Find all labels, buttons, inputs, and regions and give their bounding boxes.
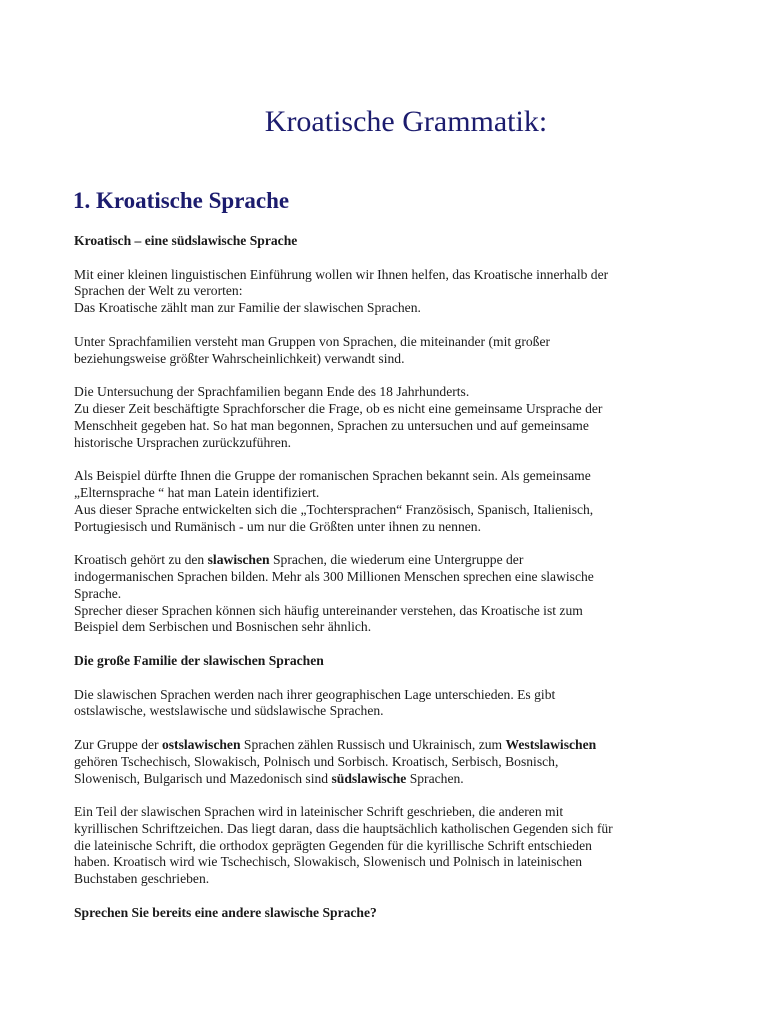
text-line: Menschheit gegeben hat. So hat man begonnen, Sprachen zu untersuchen und auf gemeinsame <box>74 417 589 433</box>
subheading-suedslawisch: Kroatisch – eine südslawische Sprache <box>74 233 298 248</box>
text-line: Zu dieser Zeit beschäftigte Sprachforscher die Frage, ob es nicht eine gemeinsame Ursprache der <box>74 400 603 416</box>
text-line: ostslawische, westslawische und südslawische Sprachen. <box>74 703 384 719</box>
text-line: historische Ursprachen zurückzuführen. <box>74 434 292 450</box>
paragraph-sprachfamilien <box>74 334 704 368</box>
text-line: indogermanischen Sprachen bilden. Mehr als 300 Millionen Menschen sprechen eine slawische <box>74 568 594 584</box>
text-line: Mit einer kleinen linguistischen Einführung wollen wir Ihnen helfen, das Kroatische innerhalb der <box>74 266 609 282</box>
text-line: Sprecher dieser Sprachen können sich häufig untereinander verstehen, das Kroatische ist zum <box>74 602 583 618</box>
bold-term: slawischen <box>207 552 270 568</box>
subheading-familie: Die große Familie der slawischen Sprachen <box>74 652 324 668</box>
text-line: Buchstaben geschrieben. <box>74 871 210 887</box>
text-line: Sprachen der Welt zu verorten: <box>74 283 243 299</box>
text-line: Portugiesisch und Rumänisch - um nur die Größten unter ihnen zu nennen. <box>74 518 481 534</box>
text-line: Das Kroatische zählt man zur Familie der slawischen Sprachen. <box>74 300 421 316</box>
text-fragment: Slowenisch, Bulgarisch und Mazedonisch sind <box>74 770 332 786</box>
text-line: beziehungsweise größter Wahrscheinlichkeit) verwandt sind. <box>74 350 405 366</box>
text-line: die lateinische Schrift, die orthodox geprägten Gegenden für die kyrillische Schrift entschieden <box>74 837 592 853</box>
document-body <box>74 233 704 938</box>
text-line: „Elternsprache “ hat man Latein identifiziert. <box>74 484 320 500</box>
text-fragment: Sprachen zählen Russisch und Ukrainisch, zum <box>240 736 506 752</box>
text-line: Unter Sprachfamilien versteht man Gruppen von Sprachen, die miteinander (mit großer <box>74 333 551 349</box>
subheading-frage: Sprechen Sie bereits eine andere slawische Sprache? <box>74 904 377 920</box>
paragraph-slawisch <box>74 552 704 636</box>
paragraph-untersuchung <box>74 384 704 451</box>
text-line: Als Beispiel dürfte Ihnen die Gruppe der romanischen Sprachen bekannt sein. Als gemeinsame <box>74 468 591 484</box>
text-line: Beispiel dem Serbischen und Bosnischen sehr ähnlich. <box>74 619 372 635</box>
document-title: Kroatische Grammatik: <box>264 105 548 138</box>
text-fragment: Zur Gruppe der <box>74 736 162 752</box>
text-fragment: Kroatisch gehört zu den <box>74 552 208 568</box>
text-line: Die slawischen Sprachen werden nach ihrer geographischen Lage unterschieden. Es gibt <box>74 686 556 702</box>
bold-term: ostslawischen <box>161 736 241 752</box>
text-line: haben. Kroatisch wird wie Tschechisch, Slowakisch, Slowenisch und Polnisch in lateinischen <box>74 854 583 870</box>
bold-term: südslawische <box>331 770 407 786</box>
paragraph-intro <box>74 267 704 317</box>
text-line: Die Untersuchung der Sprachfamilien begann Ende des 18 Jahrhunderts. <box>74 384 470 400</box>
paragraph-gruppen <box>74 737 704 787</box>
paragraph-geographie <box>74 687 704 721</box>
paragraph-schrift <box>74 804 704 888</box>
text-line: Aus dieser Sprache entwickelten sich die „Tochtersprachen“ Französisch, Spanisch, Italienisch, <box>74 501 594 517</box>
text-line: Sprache. <box>74 585 122 601</box>
text-line: gehören Tschechisch, Slowakisch, Polnisch und Sorbisch. Kroatisch, Serbisch, Bosnisch, <box>74 753 559 769</box>
section-heading: 1. Kroatische Sprache <box>73 188 290 213</box>
text-line: kyrillischen Schriftzeichen. Das liegt daran, dass die hauptsächlich katholischen Gegenden sich für <box>74 820 613 836</box>
text-fragment: Sprachen. <box>406 770 464 786</box>
text-fragment: Sprachen, die wiederum eine Untergruppe der <box>269 552 524 568</box>
paragraph-romanisch <box>74 468 704 535</box>
text-line: Ein Teil der slawischen Sprachen wird in lateinischer Schrift geschrieben, die anderen mit <box>74 804 564 820</box>
bold-term: Westslawischen <box>505 736 597 752</box>
